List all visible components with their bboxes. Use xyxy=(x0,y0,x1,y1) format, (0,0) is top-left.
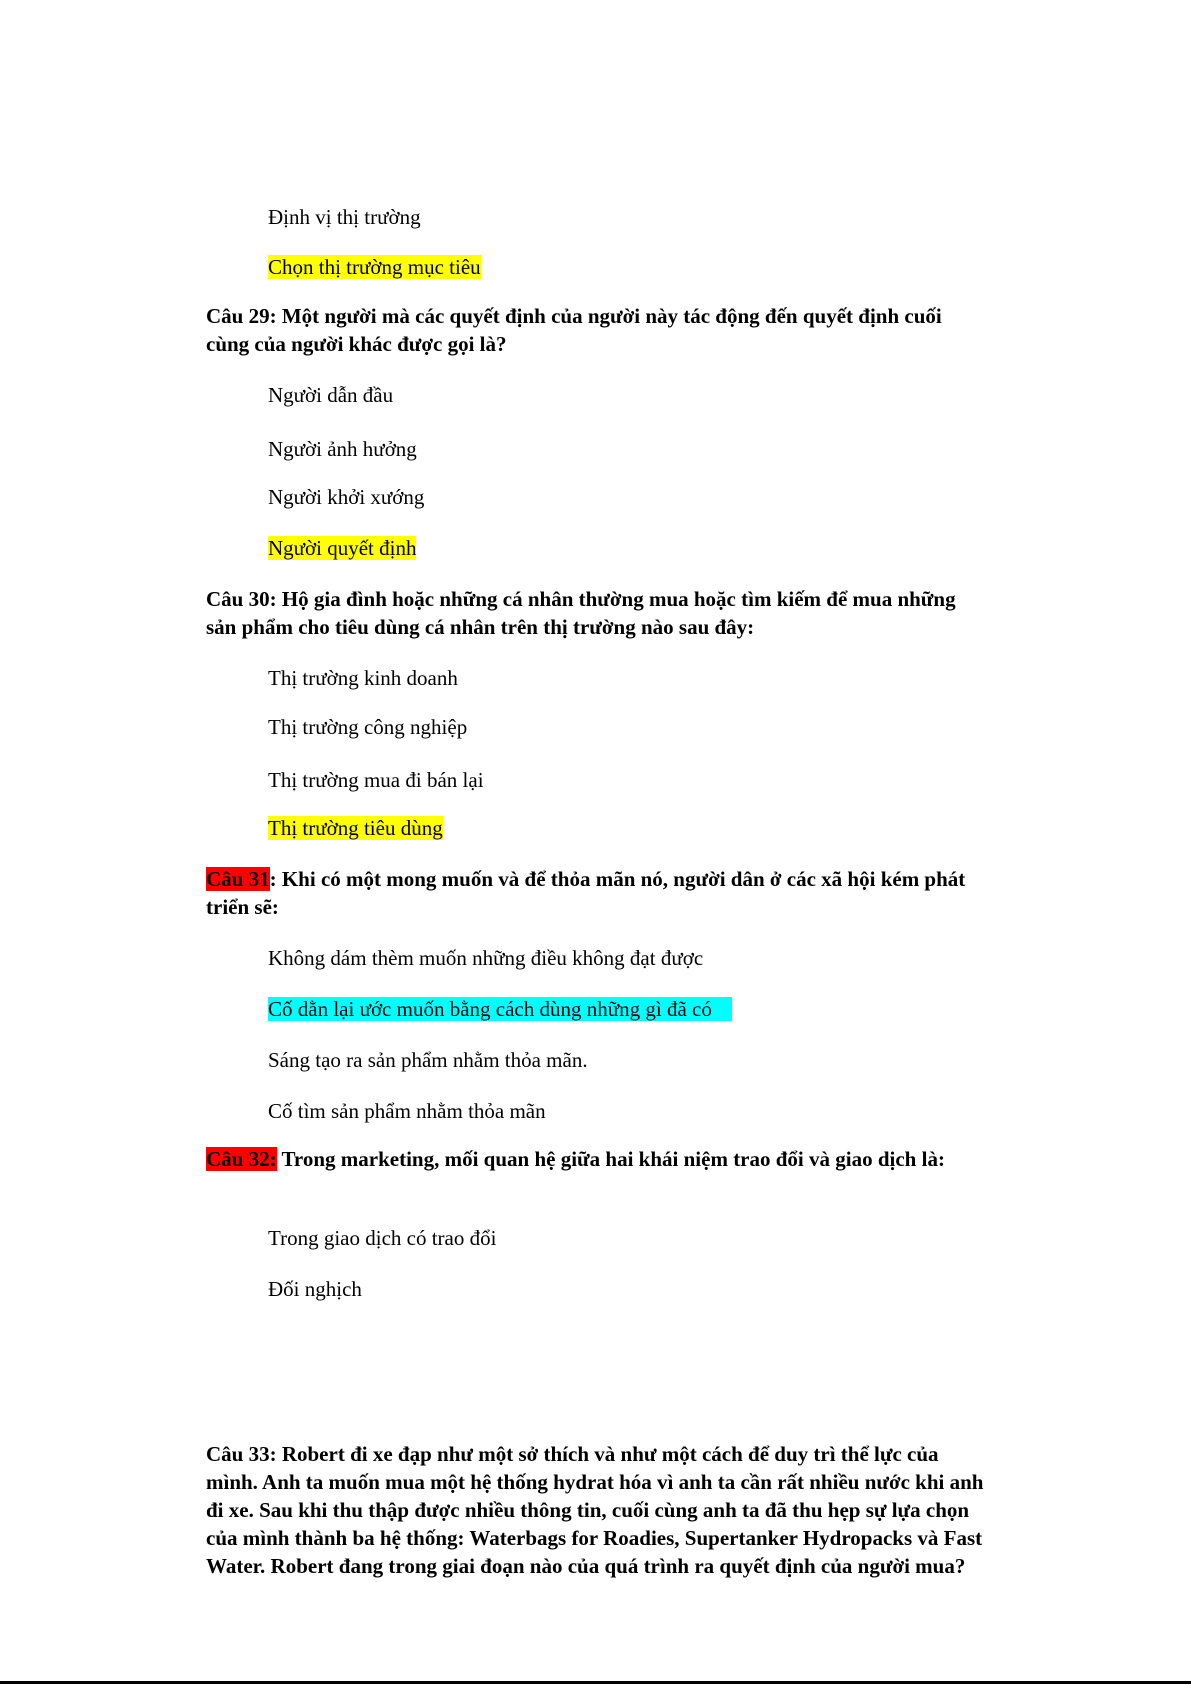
answer-text: Người ảnh hưởng xyxy=(268,437,417,461)
question-31 xyxy=(206,865,986,921)
answer-option xyxy=(268,436,417,462)
question-29: Câu 29: Một người mà các quyết định của người này tác động đến quyết định cuối cùng của người khác được gọi là? xyxy=(206,304,942,356)
highlighted-answer: Người quyết định xyxy=(268,536,417,560)
answer-option xyxy=(268,1098,546,1124)
answer-option-correct xyxy=(268,535,416,561)
question-label-flagged: Câu 32: xyxy=(206,1147,277,1171)
answer-option xyxy=(268,1047,588,1073)
answer-option-correct xyxy=(268,996,732,1022)
answer-text: Thị trường mua đi bán lại xyxy=(268,768,484,792)
answer-option xyxy=(268,665,458,691)
answer-option xyxy=(268,1276,362,1302)
answer-text: Cố tìm sản phẩm nhằm thỏa mãn xyxy=(268,1099,546,1123)
answer-option xyxy=(268,767,484,793)
highlighted-answer: Thị trường tiêu dùng xyxy=(268,816,443,840)
answer-text: Sáng tạo ra sản phẩm nhằm thỏa mãn. xyxy=(268,1048,588,1072)
answer-option-correct xyxy=(268,254,481,280)
page-bottom-border xyxy=(0,1681,1191,1684)
question-30: Câu 30: Hộ gia đình hoặc những cá nhân thường mua hoặc tìm kiếm để mua những sản phẩm cho tiêu dùng cá nhân trên thị trường nào sau đây: xyxy=(206,587,956,639)
question-text: Trong marketing, mối quan hệ giữa hai khái niệm trao đổi và giao dịch là: xyxy=(276,1147,945,1171)
answer-text: Thị trường công nghiệp xyxy=(268,715,468,739)
answer-option xyxy=(268,1225,496,1251)
question-33: Câu 33: Robert đi xe đạp như một sở thích và như một cách để duy trì thể lực của mình. Anh ta muốn mua một hệ thống hydrat hóa vì anh ta cần rất nhiều nước khi anh đi xe. Sau khi thu thập được nhiều thông tin, cuối cùng anh ta đã thu hẹp sự lựa chọn của mình thành ba hệ thống: Waterbags for Roadies, Supertanker Hydropacks và Fast Water. Robert đang trong giai đoạn nào của quá trình ra quyết định của người mua? xyxy=(206,1442,984,1578)
answer-option xyxy=(268,945,703,971)
highlighted-answer: Chọn thị trường mục tiêu xyxy=(268,255,481,279)
question-33-clip xyxy=(0,1440,1191,1602)
answer-option xyxy=(268,204,421,230)
answer-option-correct xyxy=(268,815,443,841)
answer-text: Người dẫn đầu xyxy=(268,383,394,407)
answer-text: Trong giao dịch có trao đổi xyxy=(268,1226,497,1250)
question-label-flagged: Câu 31 xyxy=(206,867,270,891)
question-text: : Khi có một mong muốn và để thỏa mãn nó, người dân ở các xã hội kém phát triển sẽ: xyxy=(206,867,966,919)
answer-option xyxy=(268,714,467,740)
question-32 xyxy=(206,1145,986,1173)
answer-option xyxy=(268,484,424,510)
answer-option xyxy=(268,382,393,408)
answer-text: Định vị thị trường xyxy=(268,205,421,229)
answer-text: Đối nghịch xyxy=(268,1277,362,1301)
answer-text: Không dám thèm muốn những điều không đạt được xyxy=(268,946,704,970)
highlighted-answer: Cố dằn lại ước muốn bằng cách dùng những gì đã có xyxy=(268,997,732,1021)
answer-text: Thị trường kinh doanh xyxy=(268,666,458,690)
answer-text: Người khởi xướng xyxy=(268,485,425,509)
